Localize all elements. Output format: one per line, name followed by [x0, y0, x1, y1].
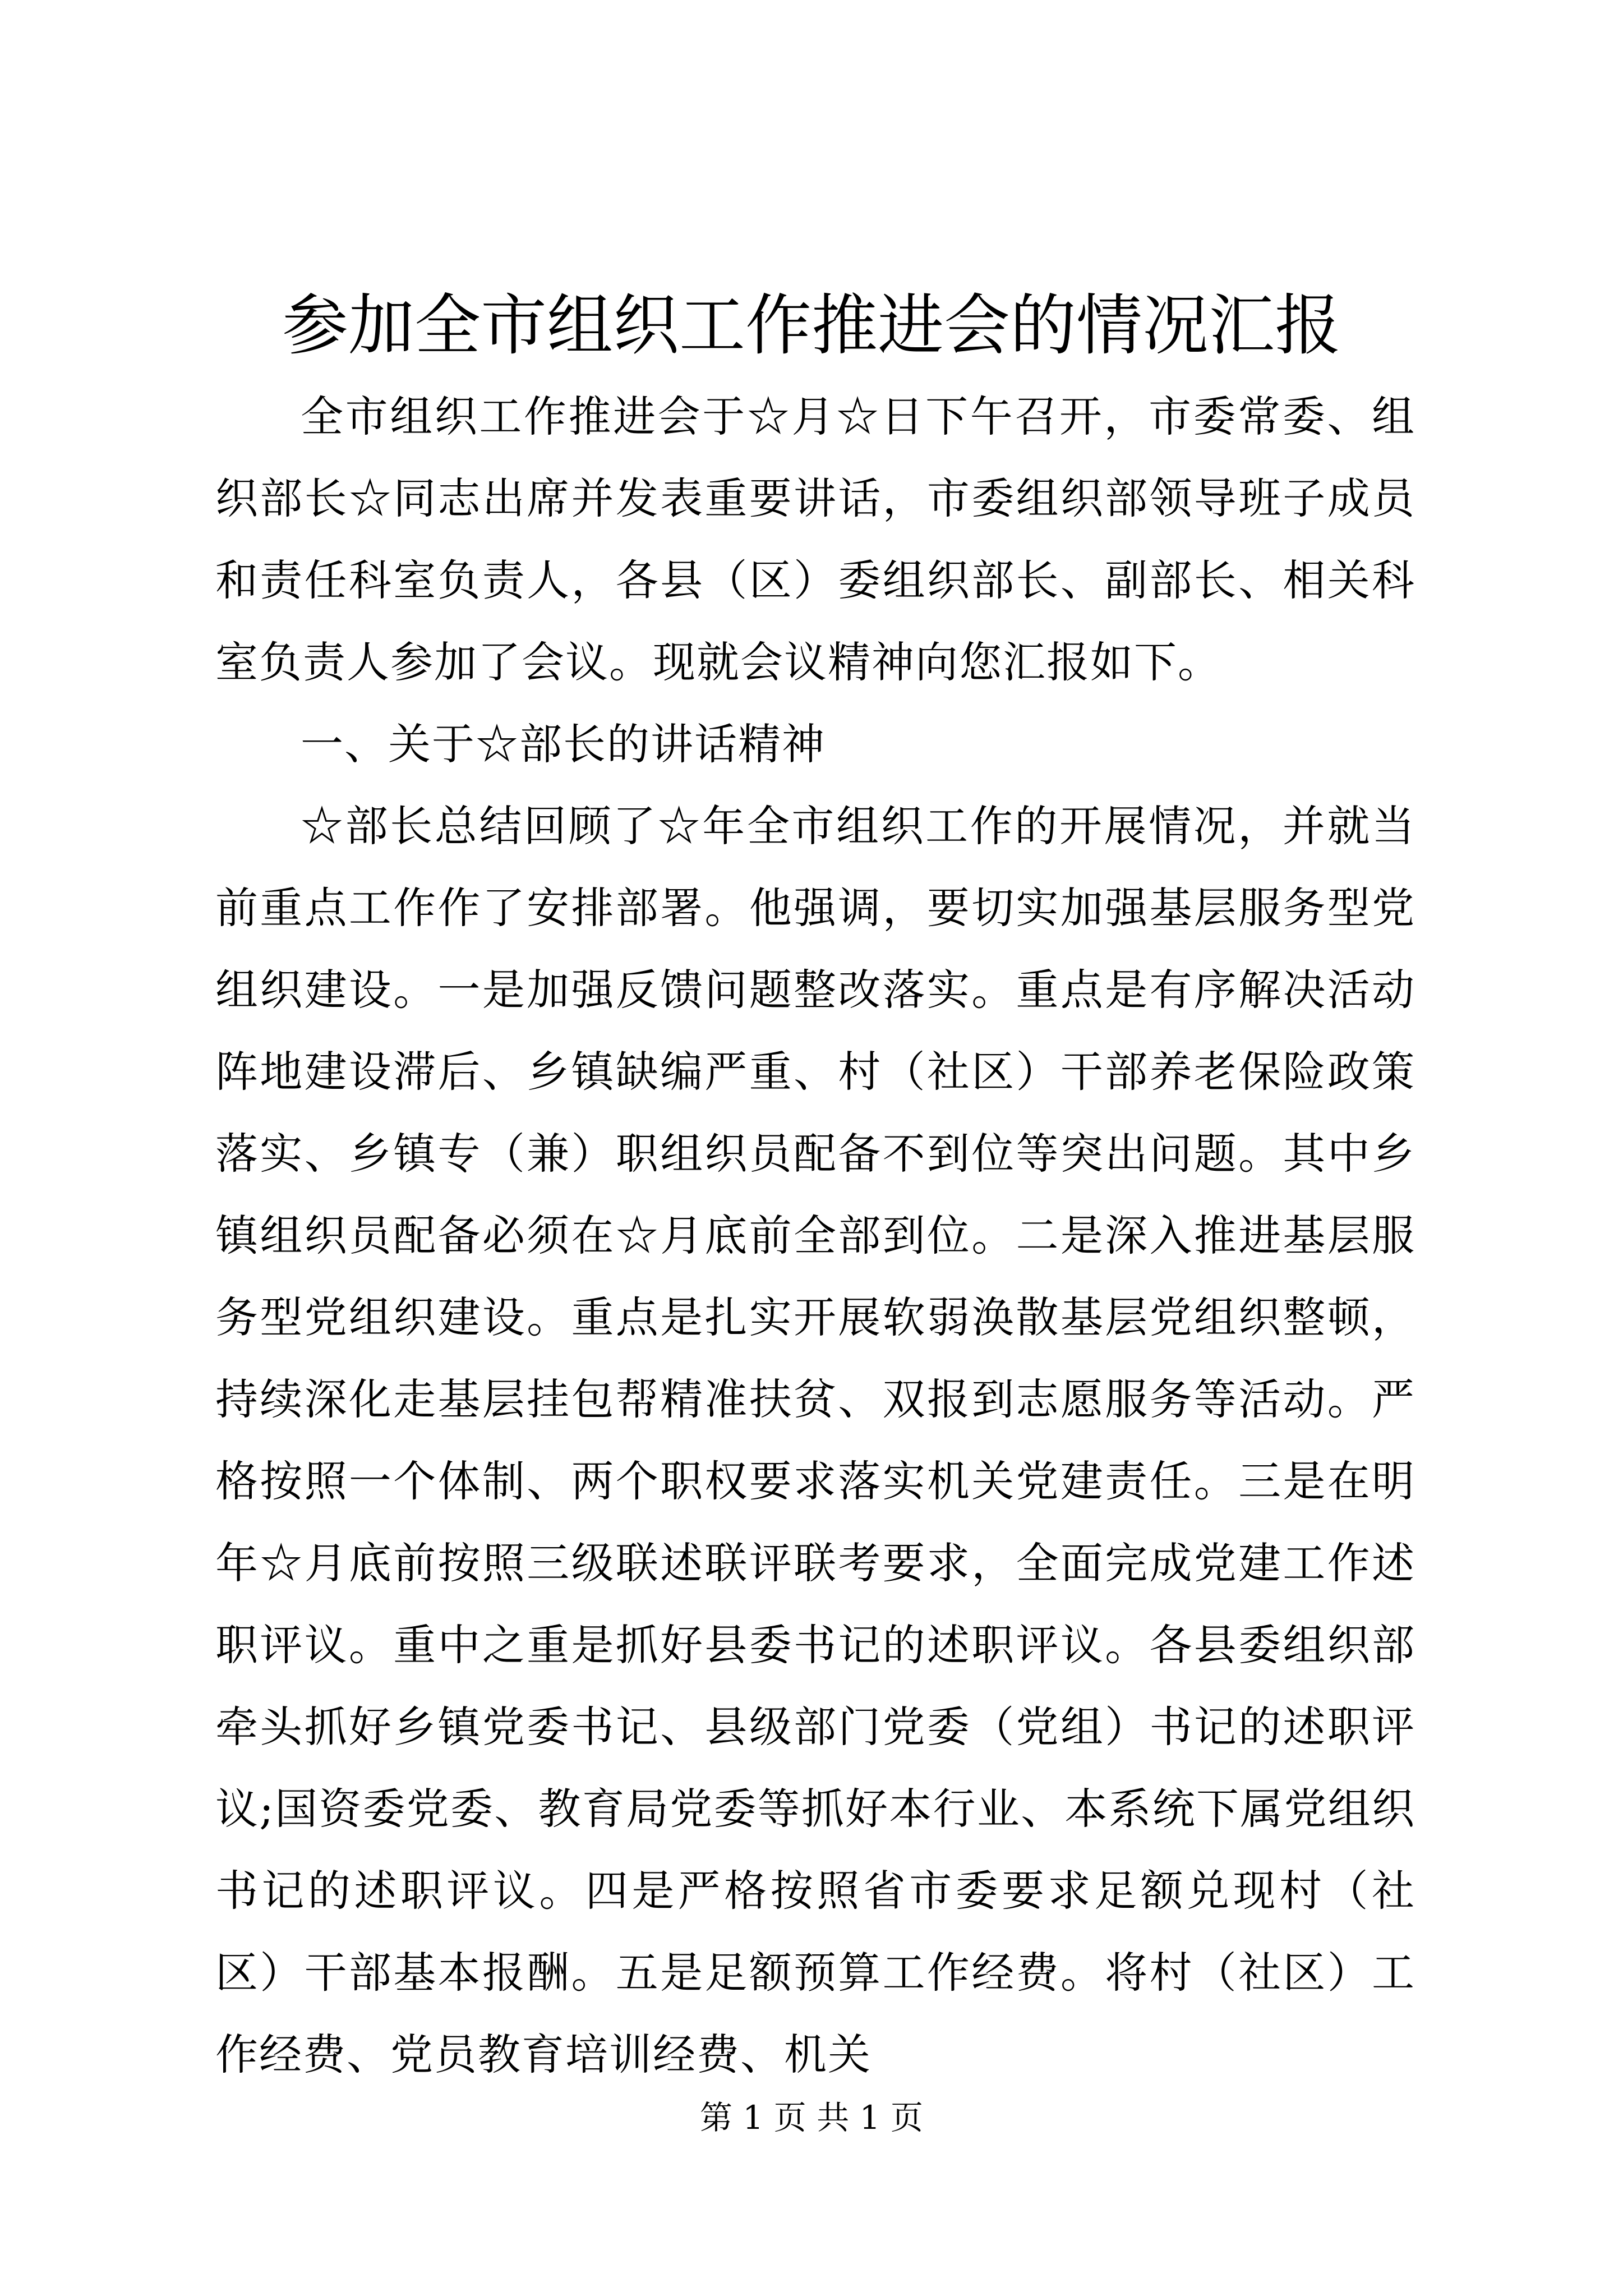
- page-number-footer: 第 1 页 共 1 页: [700, 2099, 923, 2137]
- document-body: [215, 376, 1415, 2096]
- paragraph-intro: 全市组织工作推进会于☆月☆日下午召开，市委常委、组织部长☆同志出席并发表重要讲话，市委组织部领导班子成员和责任科室负责人，各县（区）委组织部长、副部长、相关科室负责人参加了会议。现就会议精神向您汇报如下。: [215, 392, 1415, 687]
- section-heading-1: 一、关于☆部长的讲话精神: [301, 719, 826, 769]
- paragraph-speech-summary: ☆部长总结回顾了☆年全市组织工作的开展情况，并就当前重点工作作了安排部署。他强调，要切实加强基层服务型党组织建设。一是加强反馈问题整改落实。重点是有序解决活动阵地建设滞后、乡镇缺编严重、村（社区）干部养老保险政策落实、乡镇专（兼）职组织员配备不到位等突出问题。其中乡镇组织员配备必须在☆月底前全部到位。二是深入推进基层服务型党组织建设。重点是扎实开展软弱涣散基层党组织整顿，持续深化走基层挂包帮精准扶贫、双报到志愿服务等活动。严格按照一个体制、两个职权要求落实机关党建责任。三是在明年☆月底前按照三级联述联评联考要求，全面完成党建工作述职评议。重中之重是抓好县委书记的述职评议。各县委组织部牵头抓好乡镇党委书记、县级部门党委（党组）书记的述职评议;国资委党委、教育局党委等抓好本行业、本系统下属党组织书记的述职评议。四是严格按照省市委要求足额兑现村（社区）干部基本报酬。五是足额预算工作经费。将村（社区）工作经费、党员教育培训经费、机关: [215, 801, 1415, 2079]
- document-title: 参加全市组织工作推进会的情况汇报: [282, 287, 1341, 364]
